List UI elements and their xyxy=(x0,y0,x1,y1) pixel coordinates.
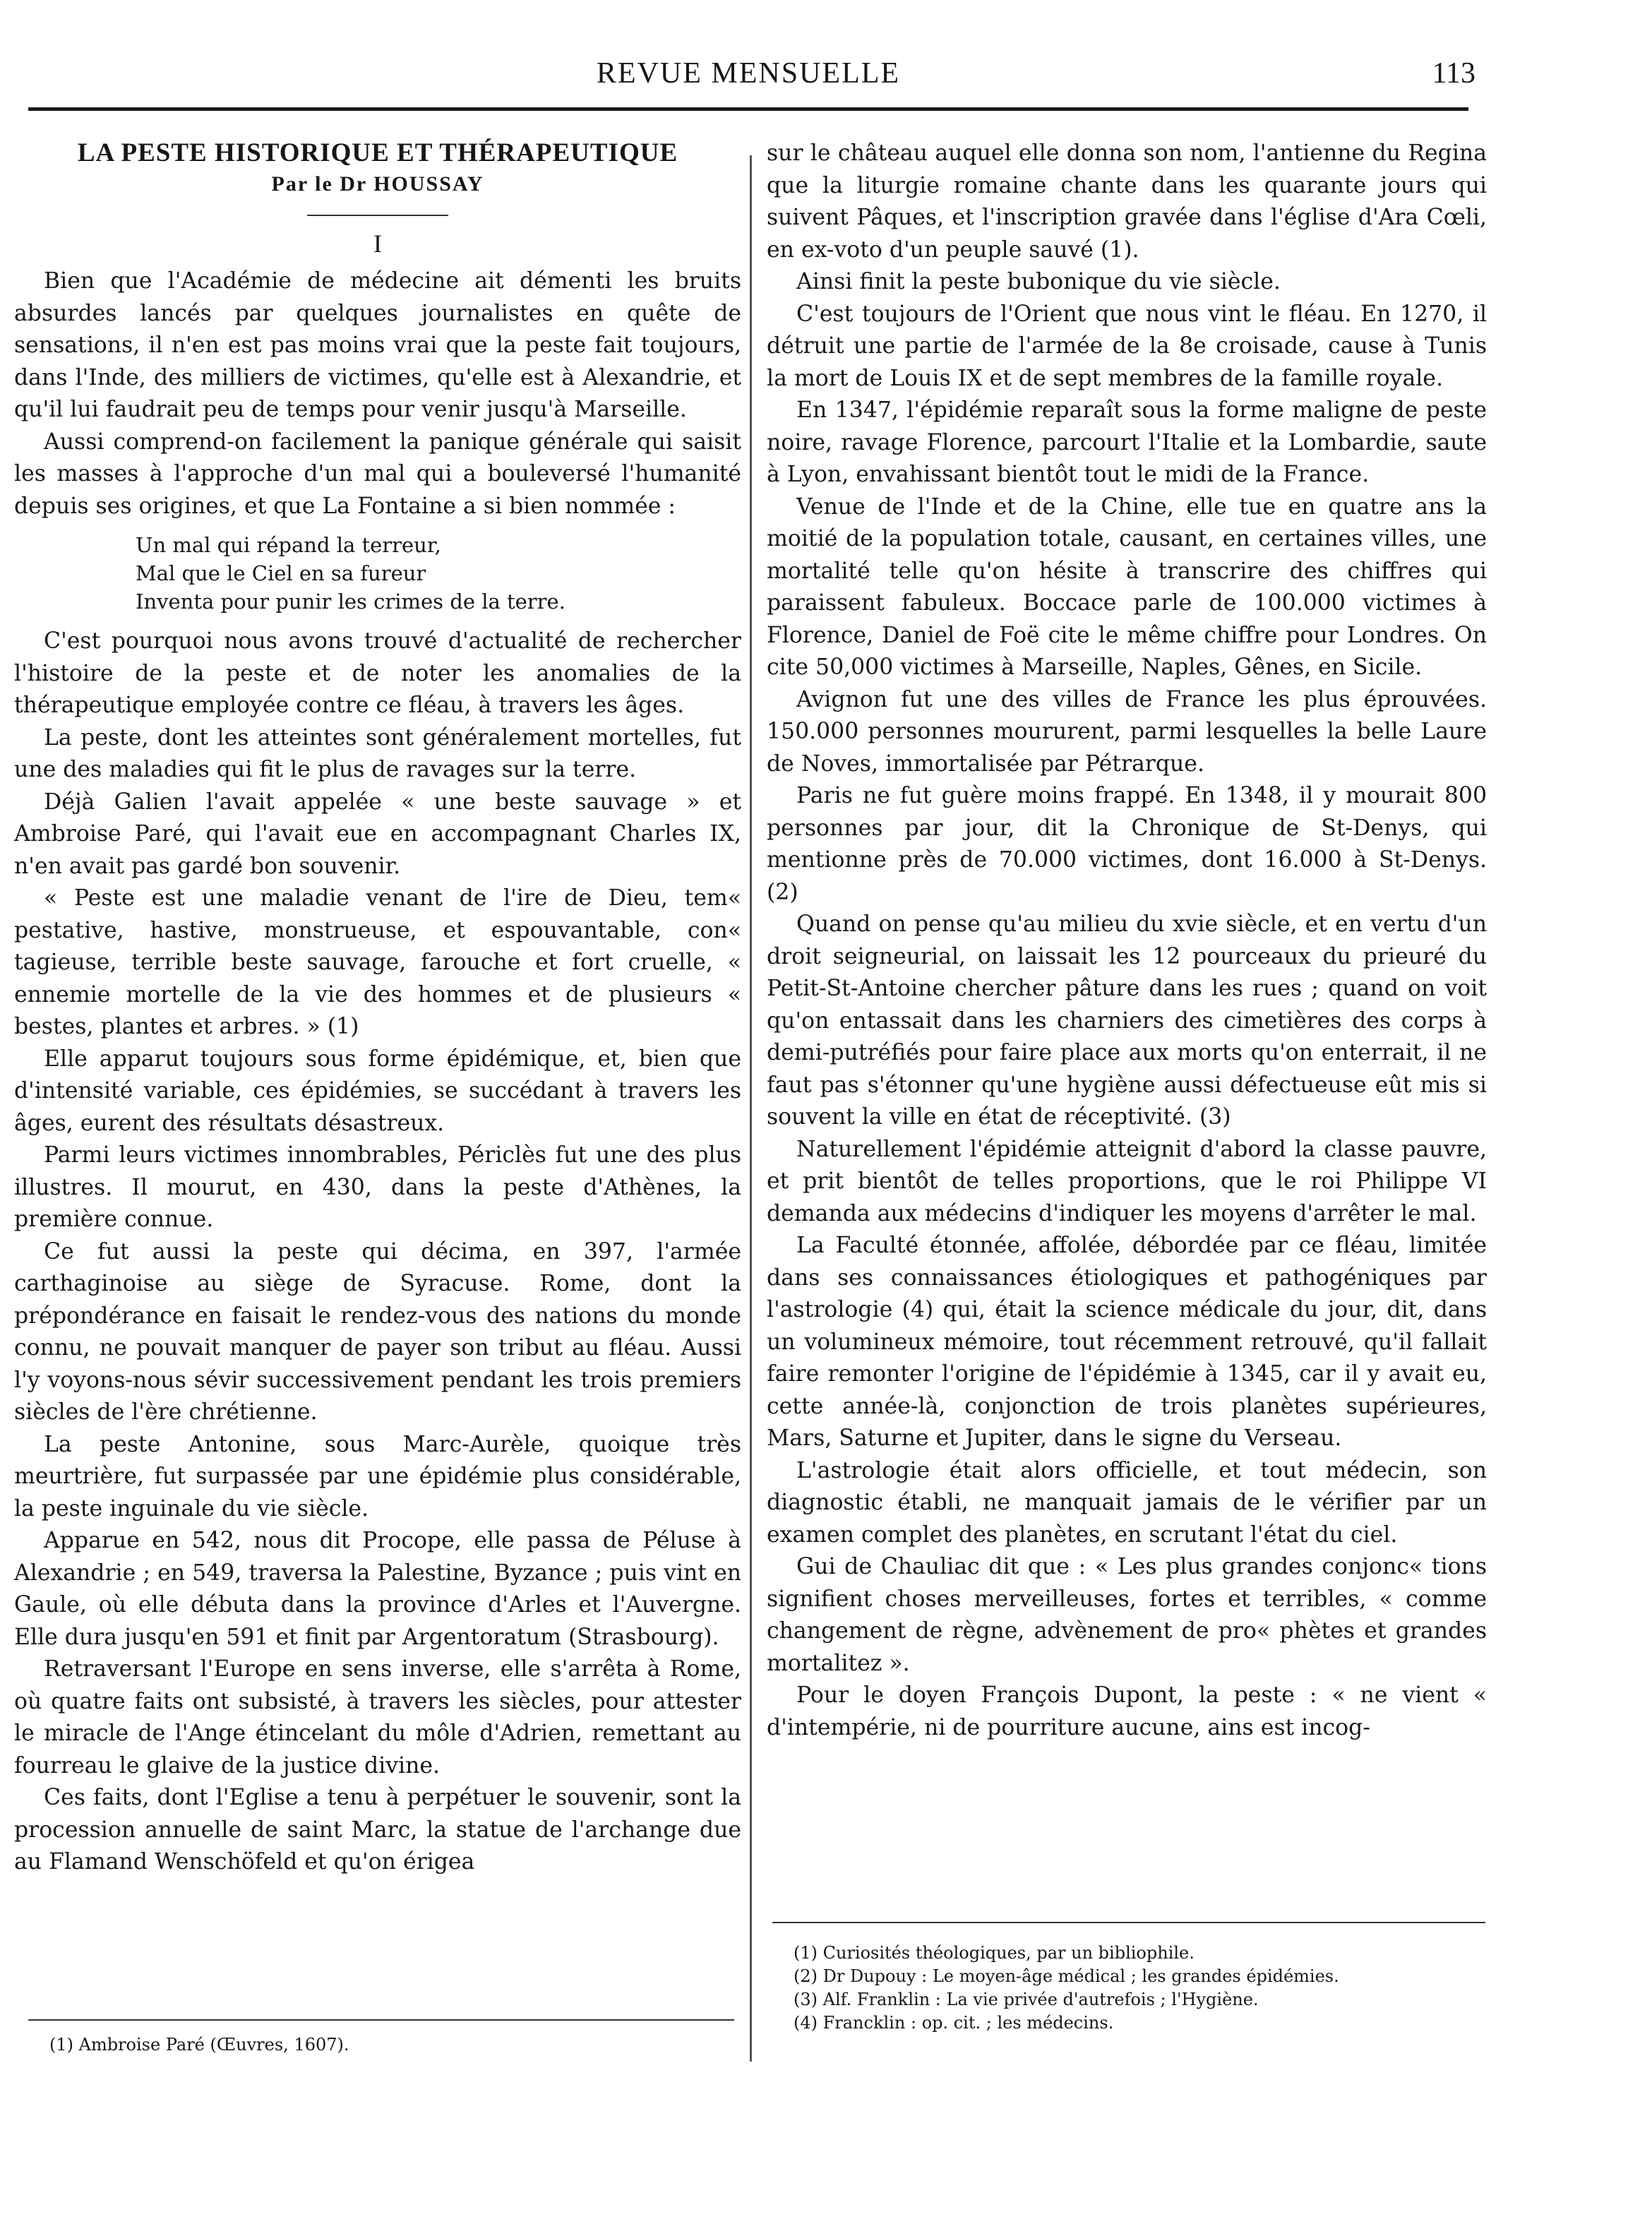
left-footnotes xyxy=(28,2019,734,2057)
paragraph: La peste Antonine, sous Marc-Aurèle, quoique très meurtrière, fut surpassée par une épidémie plus considérable, la peste inguinale du vie siècle. xyxy=(14,1431,741,1521)
running-title: REVUE MENSUELLE xyxy=(596,57,901,90)
column-divider xyxy=(750,155,752,2062)
quoted-paragraph: « Peste est une maladie venant de l'ire de Dieu, tem« pestative, hastive, monstrueuse, et espouvantable, con« tagieuse, terrible beste sauvage, farouche et fort cruelle, « ennemie mortelle de la vie des hommes et de plusieurs « bestes, plantes et arbres. » (1) xyxy=(14,885,741,1039)
paragraph: C'est toujours de l'Orient que nous vint le fléau. En 1270, il détruit une partie de l'armée de la 8e croisade, cause à Tunis la mort de Louis IX et de sept membres de la famille royale. xyxy=(767,301,1487,391)
paragraph: Pour le doyen François Dupont, la peste : « ne vient « d'intempérie, ni de pourriture aucune, ains est incog- xyxy=(767,1682,1487,1740)
paragraph: Parmi leurs victimes innombrables, Périclès fut une des plus illustres. Il mourut, en 430, dans la peste d'Athènes, la première connue. xyxy=(14,1142,741,1232)
left-column xyxy=(14,138,741,1879)
paragraph: Ainsi finit la peste bubonique du vie siècle. xyxy=(796,269,1281,294)
paragraph: C'est pourquoi nous avons trouvé d'actualité de rechercher l'histoire de la peste et de noter les anomalies de la thérapeutique employée contre ce fléau, à travers les âges. xyxy=(14,628,741,718)
header-rule xyxy=(28,107,1468,111)
title-rule xyxy=(307,215,448,216)
verse-line: Un mal qui répand la terreur, xyxy=(136,533,441,557)
verse-line: Mal que le Ciel en sa fureur xyxy=(136,561,426,585)
footnote: (4) Francklin : op. cit. ; les médecins. xyxy=(794,2013,1114,2033)
paragraph: Apparue en 542, nous dit Procope, elle passa de Péluse à Alexandrie ; en 549, traversa la Palestine, Byzance ; puis vint en Gaule, où elle débuta dans la province d'Arles et l'Auvergne. Elle dura jusqu'en 591 et finit par Argentoratum (Strasbourg). xyxy=(14,1528,741,1650)
paragraph: Aussi comprend-on facilement la panique générale qui saisit les masses à l'approche d'un mal qui a bouleversé l'humanité depuis ses origines, et que La Fontaine a si bien nommée : xyxy=(14,429,741,519)
right-footnotes xyxy=(772,1922,1485,2035)
paragraph: Retraversant l'Europe en sens inverse, elle s'arrêta à Rome, où quatre faits ont subsisté, à travers les siècles, pour attester le miracle de l'Ange étincelant du môle d'Adrien, remettant au fourreau le glaive de la justice divine. xyxy=(14,1656,741,1778)
paragraph: Naturellement l'épidémie atteignit d'abord la classe pauvre, et prit bientôt de telles proportions, que le roi Philippe VI demanda aux médecins d'indiquer les moyens d'arrêter le mal. xyxy=(767,1136,1487,1226)
continued-paragraph: sur le château auquel elle donna son nom, l'antienne du Regina que la liturgie romaine chante dans les quarante jours qui suivent Pâques, et l'inscription gravée dans l'église d'Ara Cœli, en ex-voto d'un peuple sauvé (1). xyxy=(767,141,1487,263)
paragraph: En 1347, l'épidémie reparaît sous la forme maligne de peste noire, ravage Florence, parcourt l'Italie et la Lombardie, saute à Lyon, envahissant bientôt tout le midi de la France. xyxy=(767,397,1487,487)
verse-line: Inventa pour punir les crimes de la terre. xyxy=(136,590,565,614)
paragraph: Quand on pense qu'au milieu du xvie siècle, et en vertu d'un droit seigneurial, on laissait les 12 pourceaux du prieuré du Petit-St-Antoine chercher pâture dans les rues ; quand on voit qu'on entassait dans les charniers des cimetières des corps à demi-putréfiés pour faire place aux morts qu'on enterrait, il ne faut pas s'étonner qu'une hygiène aussi défectueuse eût mis si souvent la ville en état de réceptivité. (3) xyxy=(767,911,1487,1130)
verse-quote xyxy=(136,531,741,616)
running-head xyxy=(28,56,1476,99)
paragraph: Venue de l'Inde et de la Chine, elle tue en quatre ans la moitié de la population totale, causant, en certaines villes, une mortalité telle qu'on hésite à transcrire des chiffres qui paraissent fabuleux. Boccace parle de 100.000 victimes à Florence, Daniel de Foë cite le même chiffre pour Londres. On cite 50,000 victimes à Marseille, Naples, Gênes, en Sicile. xyxy=(767,494,1487,680)
footnote-rule xyxy=(772,1922,1485,1923)
right-column xyxy=(767,138,1487,1744)
paragraph: Bien que l'Académie de médecine ait démenti les bruits absurdes lancés par quelques journalistes en quête de sensations, il n'en est pas moins vrai que la peste fait toujours, dans l'Inde, des milliers de victimes, qu'elle est à Alexandrie, et qu'il lui faudrait peu de temps pour venir jusqu'à Marseille. xyxy=(14,268,741,422)
paragraph: Ces faits, dont l'Eglise a tenu à perpétuer le souvenir, sont la procession annuelle de saint Marc, la statue de l'archange due au Flamand Wenschöfeld et qu'on érigea xyxy=(14,1785,741,1875)
paragraph: La peste, dont les atteintes sont généralement mortelles, fut une des maladies qui fit le plus de ravages sur la terre. xyxy=(14,724,741,782)
paragraph: Avignon fut une des villes de France les plus éprouvées. 150.000 personnes moururent, parmi lesquelles la belle Laure de Noves, immortalisée par Pétrarque. xyxy=(767,686,1487,777)
article-title: LA PESTE HISTORIQUE ET THÉRAPEUTIQUE xyxy=(77,138,678,167)
footnote: (1) Ambroise Paré (Œuvres, 1607). xyxy=(49,2035,349,2055)
footnote: (3) Alf. Franklin : La vie privée d'autrefois ; l'Hygiène. xyxy=(794,1990,1259,2009)
paragraph: Elle apparut toujours sous forme épidémique, et, bien que d'intensité variable, ces épidémies, se succédant à travers les âges, eurent des résultats désastreux. xyxy=(14,1046,741,1136)
paragraph: La Faculté étonnée, affolée, débordée par ce fléau, limitée dans ses connaissances étiologiques et pathogéniques par l'astrologie (4) qui, était la science médicale du jour, dit, dans un volumineux mémoire, tout récemment retrouvé, qu'il fallait faire remonter l'origine de l'épidémie à 1345, car il y avait eu, cette année-là, conjonction de trois planètes supérieures, Mars, Saturne et Jupiter, dans le signe du Verseau. xyxy=(767,1233,1487,1451)
footnote-rule xyxy=(28,2019,734,2021)
page-number: 113 xyxy=(1432,57,1476,90)
article-byline: Par le Dr HOUSSAY xyxy=(271,172,484,196)
footnote: (1) Curiosités théologiques, par un bibliophile. xyxy=(794,1943,1195,1963)
paragraph: L'astrologie était alors officielle, et tout médecin, son diagnostic établi, ne manquait jamais de le vérifier par un examen complet des planètes, en scrutant l'état du ciel. xyxy=(767,1457,1487,1548)
section-numeral: I xyxy=(373,229,382,258)
paragraph: Paris ne fut guère moins frappé. En 1348, il y mourait 800 personnes par jour, dit la Chronique de St-Denys, qui mentionne près de 70.000 victimes, dont 16.000 à St-Denys. (2) xyxy=(767,783,1487,905)
footnote: (2) Dr Dupouy : Le moyen-âge médical ; les grandes épidémies. xyxy=(794,1966,1339,1986)
paragraph: Ce fut aussi la peste qui décima, en 397, l'armée carthaginoise au siège de Syracuse. Rome, dont la prépondérance en faisait le rendez-vous des nations du monde connu, ne pouvait manquer de payer son tribut au fléau. Aussi l'y voyons-nous sévir successivement pendant les trois premiers siècles de l'ère chrétienne. xyxy=(14,1238,741,1425)
quoted-paragraph: Gui de Chauliac dit que : « Les plus grandes conjonc« tions signifient choses merveilleuses, fortes et terribles, « comme changement de règne, advènement de pro« phètes et grandes mortalitez ». xyxy=(767,1554,1487,1676)
paragraph: Déjà Galien l'avait appelée « une beste sauvage » et Ambroise Paré, qui l'avait eue en accompagnant Charles IX, n'en avait pas gardé bon souvenir. xyxy=(14,789,741,879)
